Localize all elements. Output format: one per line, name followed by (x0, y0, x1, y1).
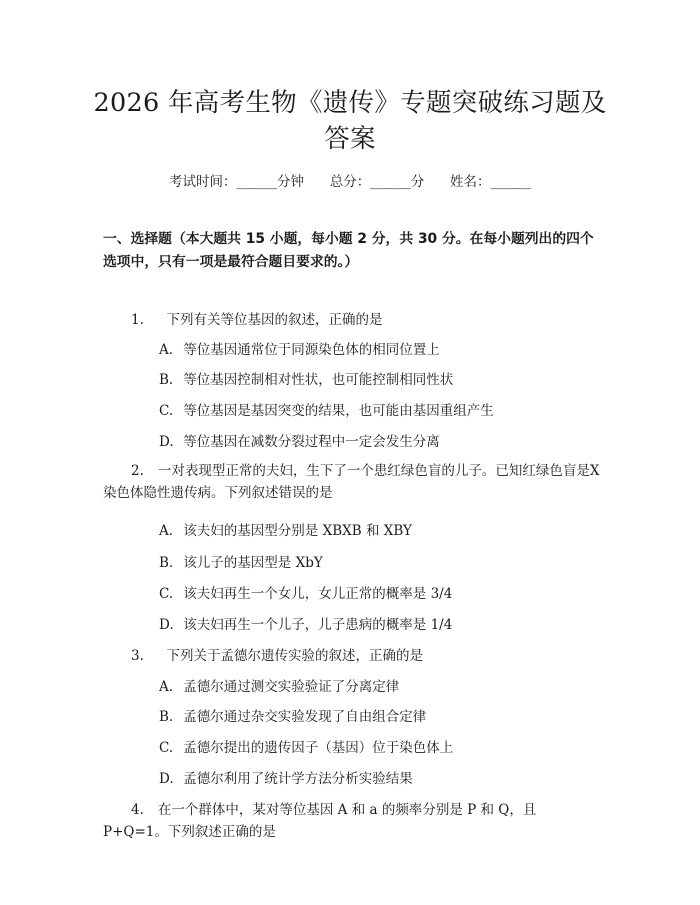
option-letter: A. (159, 342, 174, 358)
option-letter: D. (159, 434, 174, 450)
option-letter: A. (159, 523, 174, 539)
question-3-option-d (159, 768, 413, 790)
question-stem: 在一个群体中，某对等位基因 A 和 a 的频率分别是 P 和 Q，且 P+Q=1。下列叙述正确的是 (103, 802, 537, 840)
question-3-option-a (159, 676, 399, 698)
question-1-option-a (159, 339, 440, 361)
question-number: 2. (131, 463, 144, 479)
option-letter: B. (159, 555, 174, 571)
option-text: 等位基因是基因突变的结果，也可能由基因重组产生 (183, 403, 494, 419)
option-text: 等位基因控制相对性状，也可能控制相同性状 (183, 372, 454, 388)
question-4 (103, 799, 600, 843)
exam-title-line1: 2026 年高考生物《遗传》专题突破练习题及 (93, 88, 607, 118)
question-2-option-a (159, 520, 412, 542)
question-1-option-b (159, 369, 453, 391)
option-letter: D. (159, 617, 174, 633)
question-2-option-b (159, 552, 323, 574)
option-text: 等位基因在减数分裂过程中一定会发生分离 (183, 434, 440, 450)
question-3 (131, 645, 628, 667)
question-number: 3. (131, 648, 144, 664)
exam-meta-line: 考试时间：______分钟 总分：______分 姓名：______ (169, 174, 531, 190)
question-stem: 一对表现型正常的夫妇，生下了一个患红绿色盲的儿子。已知红绿色盲是X 染色体隐性遗传病。下列叙述错误的是 (103, 463, 600, 501)
question-stem: 下列有关等位基因的叙述，正确的是 (166, 312, 383, 328)
option-letter: C. (159, 740, 174, 756)
question-1-option-d (159, 431, 440, 453)
option-letter: B. (159, 709, 174, 725)
question-2-option-d (159, 614, 452, 636)
option-text: 孟德尔利用了统计学方法分析实验结果 (183, 771, 413, 787)
question-number: 4. (131, 802, 144, 818)
option-text: 孟德尔通过测交实验验证了分离定律 (183, 679, 400, 695)
option-letter: C. (159, 403, 174, 419)
question-1 (131, 309, 628, 331)
question-3-option-c (159, 737, 453, 759)
exam-title-line2: 答案 (324, 124, 376, 154)
option-letter: A. (159, 679, 174, 695)
section-heading: 一、选择题（本大题共 15 小题，每小题 2 分，共 30 分。在每小题列出的四个选项中，只有一项是最符合题目要求的。） (103, 231, 594, 270)
option-text: 该儿子的基因型是 XbY (183, 555, 323, 571)
option-text: 该夫妇再生一个儿子，儿子患病的概率是 1/4 (183, 617, 453, 633)
question-3-option-b (159, 706, 426, 728)
question-2 (103, 460, 600, 504)
option-letter: C. (159, 586, 174, 602)
option-text: 该夫妇再生一个女儿，女儿正常的概率是 3/4 (183, 586, 453, 602)
option-letter: D. (159, 771, 174, 787)
option-text: 孟德尔通过杂交实验发现了自由组合定律 (183, 709, 427, 725)
question-1-option-c (159, 400, 494, 422)
question-number: 1. (131, 312, 144, 328)
option-letter: B. (159, 372, 174, 388)
option-text: 孟德尔提出的遗传因子（基因）位于染色体上 (183, 740, 454, 756)
question-2-option-c (159, 583, 452, 605)
question-stem: 下列关于孟德尔遗传实验的叙述，正确的是 (166, 648, 423, 664)
option-text: 等位基因通常位于同源染色体的相同位置上 (183, 342, 440, 358)
option-text: 该夫妇的基因型分别是 XBXB 和 XBY (183, 523, 412, 539)
